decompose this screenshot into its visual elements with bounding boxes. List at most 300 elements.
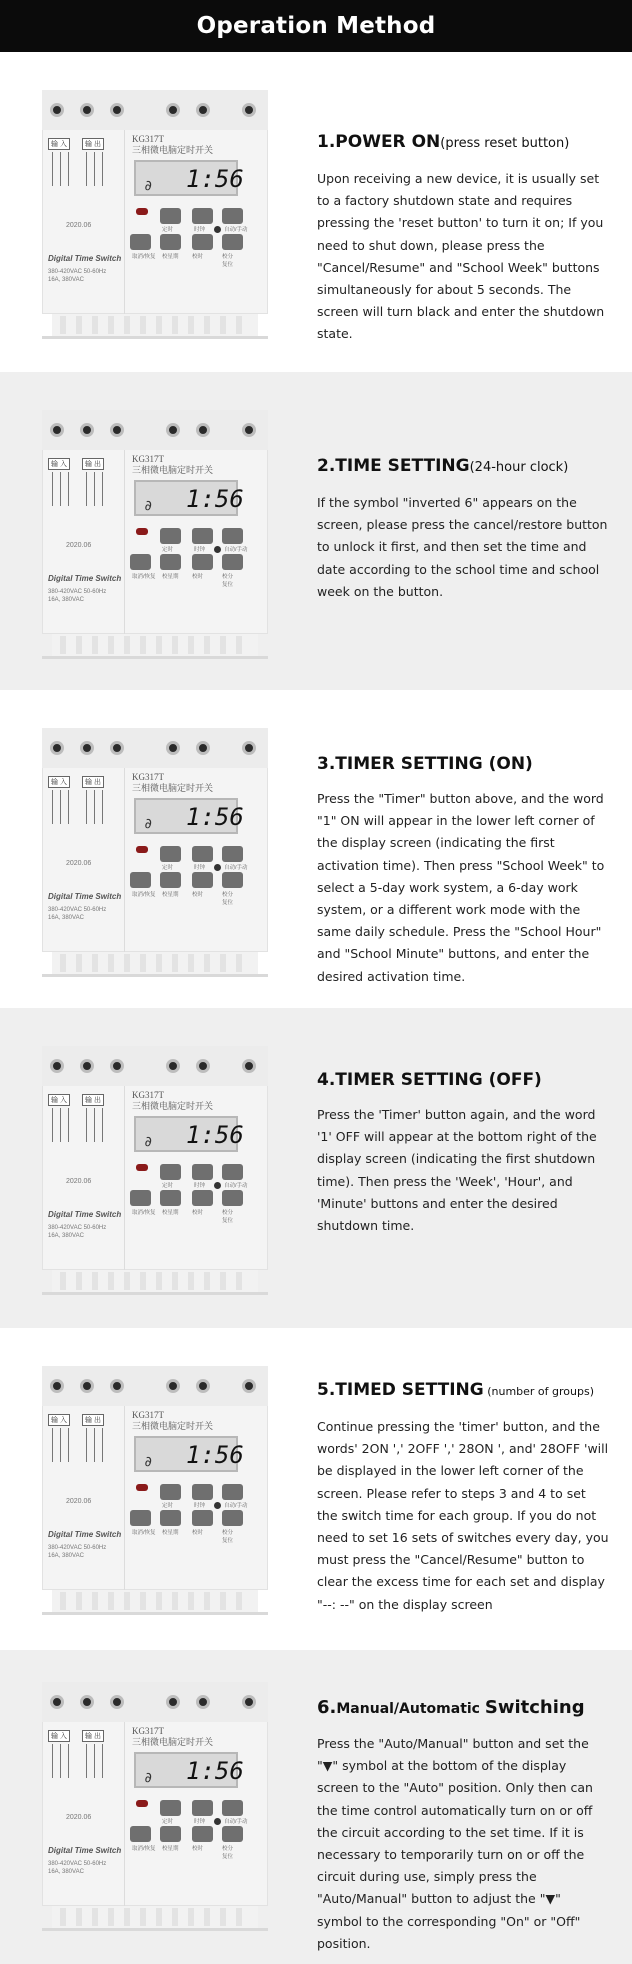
- terminal-screw-icon: [50, 1379, 64, 1393]
- wiring-input-label: 输 入: [48, 1414, 70, 1426]
- device-button: [222, 1826, 243, 1842]
- wiring-line: [52, 1428, 53, 1462]
- mount-foot: [188, 1272, 194, 1290]
- device-model-name: 三相微电脑定时开关: [132, 465, 214, 475]
- section-body: Press the "Auto/Manual" button and set the "▼" symbol at the bottom of the display screen to the "Auto" position. Only then can the time control automatically turn on or off the circuit according to the set time. If it is necessary to temporarily turn on or off the circuit during use, simply press the "Auto/Manual" button to adjust the "▼" symbol to the corresponding "On" or "Off" position.: [317, 1736, 593, 1951]
- device-date: 2020.06: [66, 1178, 92, 1185]
- mount-foot: [220, 954, 226, 972]
- device-button-caption: 自动/手动: [224, 1183, 248, 1189]
- device-date: 2020.06: [66, 860, 92, 867]
- device-button-caption: 时钟: [194, 865, 206, 871]
- device-button-caption: 校时: [192, 1210, 204, 1216]
- wiring-line: [86, 1108, 87, 1142]
- lcd-indicator: ∂: [144, 1770, 153, 1786]
- device-spec-line: 16A, 380VAC: [48, 1233, 84, 1239]
- timer-switch-image: [42, 90, 268, 340]
- section-body: Press the "Timer" button above, and the word "1" ON will appear in the lower left corner of the display screen (indicating the first activation time). Then press "School Week" to select a 5-day work system, a 6-day work system, or a different work mode with the same daily schedule. Press the "School Hour" and "School Minute" buttons, and enter the desired activation time.: [317, 791, 605, 984]
- wiring-line: [68, 1108, 69, 1142]
- device-button: [192, 234, 213, 250]
- device-button-caption: 校星期: [162, 1530, 179, 1536]
- wiring-diagram: [48, 1094, 110, 1152]
- device-button-caption: 校分: [222, 1846, 234, 1852]
- mount-foot: [204, 636, 210, 654]
- lcd-display: [134, 160, 244, 196]
- status-led: [136, 1164, 148, 1171]
- mount-foot: [60, 1592, 66, 1610]
- instruction-text: [317, 1068, 609, 1237]
- wiring-line: [102, 790, 103, 824]
- mount-foot: [60, 954, 66, 972]
- wiring-line: [60, 1428, 61, 1462]
- mount-foot: [76, 636, 82, 654]
- mount-foot: [204, 954, 210, 972]
- device-button-caption: 校分: [222, 1530, 234, 1536]
- terminal-screw-icon: [242, 423, 256, 437]
- device-button: [160, 846, 181, 862]
- lcd-display: [134, 1116, 244, 1152]
- lcd-indicator: ∂: [144, 1454, 153, 1470]
- device-brand: Digital Time Switch: [48, 1846, 122, 1855]
- device-model-label: [132, 1090, 213, 1112]
- lcd-time: 1:56: [186, 803, 244, 831]
- wiring-line: [102, 1108, 103, 1142]
- device-spec: [48, 1544, 106, 1560]
- device-button: [192, 1800, 213, 1816]
- reset-hole-icon: [214, 1182, 221, 1189]
- device-divider: [124, 1086, 125, 1270]
- device-button-caption: 校分: [222, 574, 234, 580]
- device-button: [130, 234, 151, 250]
- device-button: [192, 208, 213, 224]
- terminal-screw-icon: [196, 103, 210, 117]
- device-button-caption: 定时: [162, 1183, 174, 1189]
- mount-foot: [220, 1908, 226, 1926]
- wiring-line: [68, 1744, 69, 1778]
- wiring-line: [94, 1744, 95, 1778]
- device-button: [130, 1510, 151, 1526]
- mount-foot: [124, 316, 130, 334]
- mount-foot: [140, 1908, 146, 1926]
- mount-foot: [92, 1592, 98, 1610]
- section-subtitle: (number of groups): [483, 1385, 595, 1398]
- wiring-output-label: 输 出: [82, 1414, 104, 1426]
- device-button-caption: 取消/恢复: [132, 574, 156, 580]
- page-title: Operation Method: [196, 13, 436, 39]
- device-button-caption: 校时: [192, 1846, 204, 1852]
- mount-foot: [140, 316, 146, 334]
- section-title-text: Manual/Automatic: [336, 1701, 485, 1717]
- mount-foot: [172, 636, 178, 654]
- wiring-line: [94, 1428, 95, 1462]
- mount-foot: [236, 1592, 242, 1610]
- device-button-caption: 自动/手动: [224, 865, 248, 871]
- lcd-time: 1:56: [186, 165, 244, 193]
- wiring-line: [60, 1744, 61, 1778]
- mount-foot: [140, 636, 146, 654]
- wiring-output-label: 输 出: [82, 458, 104, 470]
- device-terminal-strip: [42, 410, 268, 450]
- mount-foot: [156, 954, 162, 972]
- section-subtitle: (press reset button): [440, 136, 570, 151]
- mount-foot: [188, 636, 194, 654]
- wiring-line: [102, 472, 103, 506]
- device-divider: [124, 130, 125, 314]
- device-model-code: KG317T: [132, 454, 164, 464]
- mount-foot: [92, 1272, 98, 1290]
- mount-foot: [140, 1592, 146, 1610]
- terminal-screw-icon: [196, 741, 210, 755]
- device-spec-line: 16A, 380VAC: [48, 277, 84, 283]
- device-terminal-strip: [42, 1366, 268, 1406]
- section-subtitle: (24-hour clock): [469, 460, 569, 475]
- terminal-screw-icon: [196, 1695, 210, 1709]
- mount-foot: [124, 1272, 130, 1290]
- mount-foot: [60, 1908, 66, 1926]
- mount-foot: [60, 316, 66, 334]
- terminal-screw-icon: [50, 741, 64, 755]
- device-button: [192, 528, 213, 544]
- wiring-line: [94, 790, 95, 824]
- status-led: [136, 1484, 148, 1491]
- device-brand: Digital Time Switch: [48, 1530, 122, 1539]
- device-button: [160, 208, 181, 224]
- mount-foot: [76, 954, 82, 972]
- device-spec-line: 380-420VAC 50-60Hz: [48, 1861, 107, 1867]
- section-body: If the symbol "inverted 6" appears on the screen, please press the cancel/restore button to unlock it first, and then set the time and date according to the school time and school week on the button.: [317, 495, 608, 599]
- terminal-screw-icon: [80, 103, 94, 117]
- wiring-output-label: 输 出: [82, 1094, 104, 1106]
- instruction-text: [317, 1696, 609, 1955]
- device-terminal-strip: [42, 1682, 268, 1722]
- device-model-code: KG317T: [132, 1726, 164, 1736]
- device-button: [130, 1190, 151, 1206]
- wiring-line: [52, 790, 53, 824]
- wiring-output-label: 输 出: [82, 1730, 104, 1742]
- device-spec-line: 16A, 380VAC: [48, 915, 84, 921]
- wiring-diagram: [48, 776, 110, 834]
- lcd-time: 1:56: [186, 1441, 244, 1469]
- mount-foot: [92, 954, 98, 972]
- wiring-line: [60, 1108, 61, 1142]
- instruction-text: [317, 130, 609, 346]
- device-button-caption: 校分: [222, 1210, 234, 1216]
- device-button-caption: 定时: [162, 1503, 174, 1509]
- device-button-caption: 定时: [162, 547, 174, 553]
- device-spec-line: 380-420VAC 50-60Hz: [48, 269, 107, 275]
- device-button-caption: 校时: [192, 254, 204, 260]
- terminal-screw-icon: [166, 1379, 180, 1393]
- reset-hole-icon: [214, 1818, 221, 1825]
- device-button-caption: 复位: [222, 1854, 234, 1860]
- device-model-label: [132, 454, 213, 476]
- terminal-screw-icon: [80, 423, 94, 437]
- device-spec-line: 380-420VAC 50-60Hz: [48, 1545, 107, 1551]
- device-button: [222, 1190, 243, 1206]
- wiring-line: [52, 1744, 53, 1778]
- reset-hole-icon: [214, 226, 221, 233]
- terminal-screw-icon: [80, 1379, 94, 1393]
- instruction-section: [0, 1650, 632, 1964]
- lcd-display: [134, 1752, 244, 1788]
- device-button-caption: 时钟: [194, 1503, 206, 1509]
- wiring-line: [86, 1428, 87, 1462]
- device-brand: Digital Time Switch: [48, 254, 122, 263]
- wiring-input-label: 输 入: [48, 1094, 70, 1106]
- lcd-time: 1:56: [186, 1121, 244, 1149]
- mount-foot: [108, 636, 114, 654]
- device-button: [160, 234, 181, 250]
- device-button-caption: 校分: [222, 254, 234, 260]
- lcd-indicator: ∂: [144, 816, 153, 832]
- timer-switch-image: [42, 410, 268, 660]
- mount-foot: [220, 636, 226, 654]
- terminal-screw-icon: [110, 1059, 124, 1073]
- mount-foot: [204, 1592, 210, 1610]
- device-spec: [48, 268, 106, 284]
- mount-foot: [172, 954, 178, 972]
- wiring-diagram: [48, 1414, 110, 1472]
- section-title-text: 2.TIME SETTING: [317, 456, 470, 476]
- device-button: [160, 554, 181, 570]
- mount-foot: [236, 1272, 242, 1290]
- terminal-screw-icon: [196, 1059, 210, 1073]
- wiring-line: [68, 152, 69, 186]
- device-button: [160, 1826, 181, 1842]
- lcd-display: [134, 798, 244, 834]
- device-date: 2020.06: [66, 1814, 92, 1821]
- terminal-screw-icon: [110, 423, 124, 437]
- device-terminal-strip: [42, 90, 268, 130]
- section-title: [317, 130, 609, 156]
- mount-foot: [92, 1908, 98, 1926]
- instruction-text: [317, 454, 609, 603]
- device-model-code: KG317T: [132, 1410, 164, 1420]
- device-model-name: 三相微电脑定时开关: [132, 145, 214, 155]
- device-button: [192, 1826, 213, 1842]
- device-button-caption: 自动/手动: [224, 1503, 248, 1509]
- sections-container: [0, 52, 632, 1964]
- device-divider: [124, 1722, 125, 1906]
- section-title: [317, 1378, 609, 1404]
- device-mount-feet: [52, 314, 258, 336]
- device-brand: Digital Time Switch: [48, 574, 122, 583]
- device-brand: Digital Time Switch: [48, 892, 122, 901]
- section-title: [317, 454, 609, 480]
- terminal-screw-icon: [196, 423, 210, 437]
- device-button-caption: 取消/恢复: [132, 254, 156, 260]
- mount-foot: [236, 636, 242, 654]
- device-model-name: 三相微电脑定时开关: [132, 1737, 214, 1747]
- reset-hole-icon: [214, 1502, 221, 1509]
- device-button: [192, 1164, 213, 1180]
- wiring-line: [86, 152, 87, 186]
- device-button-caption: 时钟: [194, 547, 206, 553]
- mount-foot: [108, 1908, 114, 1926]
- device-button-caption: 时钟: [194, 1819, 206, 1825]
- device-spec-line: 16A, 380VAC: [48, 1869, 84, 1875]
- device-mount-feet: [52, 1906, 258, 1928]
- instruction-section: [0, 690, 632, 1008]
- terminal-screw-icon: [50, 103, 64, 117]
- device-button: [160, 872, 181, 888]
- mount-foot: [236, 1908, 242, 1926]
- wiring-input-label: 输 入: [48, 1730, 70, 1742]
- mount-foot: [76, 316, 82, 334]
- mount-foot: [140, 1272, 146, 1290]
- wiring-line: [68, 472, 69, 506]
- terminal-screw-icon: [242, 741, 256, 755]
- lcd-indicator: ∂: [144, 178, 153, 194]
- device-button-caption: 时钟: [194, 1183, 206, 1189]
- wiring-line: [60, 472, 61, 506]
- device-button-caption: 复位: [222, 582, 234, 588]
- device-button: [160, 1164, 181, 1180]
- section-body: Press the 'Timer' button again, and the word '1' OFF will appear at the bottom right of the display screen (indicating the first shutdown time). Then press the 'Week', 'Hour', and 'Minute' buttons and enter the desired shutdown time.: [317, 1107, 597, 1234]
- device-button: [222, 1800, 243, 1816]
- mount-foot: [188, 316, 194, 334]
- device-spec: [48, 1860, 106, 1876]
- wiring-line: [86, 1744, 87, 1778]
- wiring-line: [86, 790, 87, 824]
- device-button: [192, 872, 213, 888]
- device-spec: [48, 588, 106, 604]
- terminal-screw-icon: [50, 1059, 64, 1073]
- timer-switch-image: [42, 1682, 268, 1932]
- device-button: [222, 846, 243, 862]
- section-title-text: Switching: [484, 1697, 585, 1718]
- mount-foot: [60, 1272, 66, 1290]
- wiring-line: [94, 472, 95, 506]
- terminal-screw-icon: [110, 103, 124, 117]
- terminal-screw-icon: [242, 1379, 256, 1393]
- device-button-caption: 校星期: [162, 254, 179, 260]
- status-led: [136, 208, 148, 215]
- device-button-caption: 复位: [222, 1218, 234, 1224]
- device-model-label: [132, 772, 213, 794]
- device-mount-feet: [52, 1590, 258, 1612]
- device-button: [222, 872, 243, 888]
- device-model-name: 三相微电脑定时开关: [132, 1101, 214, 1111]
- reset-hole-icon: [214, 864, 221, 871]
- reset-hole-icon: [214, 546, 221, 553]
- terminal-screw-icon: [110, 741, 124, 755]
- device-button-caption: 自动/手动: [224, 547, 248, 553]
- device-button-caption: 取消/恢复: [132, 1846, 156, 1852]
- mount-foot: [108, 1592, 114, 1610]
- device-button-caption: 自动/手动: [224, 227, 248, 233]
- lcd-time: 1:56: [186, 485, 244, 513]
- mount-foot: [92, 316, 98, 334]
- wiring-line: [52, 1108, 53, 1142]
- device-model-label: [132, 1410, 213, 1432]
- section-title-text: 4.TIMER SETTING (OFF): [317, 1070, 542, 1090]
- wiring-line: [52, 472, 53, 506]
- device-button-caption: 校时: [192, 1530, 204, 1536]
- device-model-code: KG317T: [132, 1090, 164, 1100]
- device-terminal-strip: [42, 1046, 268, 1086]
- instruction-section: [0, 52, 632, 372]
- device-button: [222, 1484, 243, 1500]
- page-header: [0, 0, 632, 52]
- terminal-screw-icon: [166, 103, 180, 117]
- device-spec: [48, 906, 106, 922]
- device-button: [160, 1800, 181, 1816]
- wiring-diagram: [48, 1730, 110, 1788]
- device-button-caption: 校星期: [162, 574, 179, 580]
- device-button: [160, 1510, 181, 1526]
- section-title-number: 6.: [317, 1697, 337, 1718]
- mount-foot: [76, 1908, 82, 1926]
- section-title: [317, 1696, 609, 1721]
- mount-foot: [204, 316, 210, 334]
- terminal-screw-icon: [166, 423, 180, 437]
- mount-foot: [204, 1908, 210, 1926]
- wiring-line: [86, 472, 87, 506]
- lcd-display: [134, 480, 244, 516]
- device-button: [222, 1164, 243, 1180]
- wiring-line: [102, 1428, 103, 1462]
- wiring-line: [102, 1744, 103, 1778]
- mount-foot: [188, 954, 194, 972]
- device-button-caption: 时钟: [194, 227, 206, 233]
- device-divider: [124, 450, 125, 634]
- mount-foot: [172, 1592, 178, 1610]
- timer-switch-image: [42, 728, 268, 978]
- wiring-line: [60, 790, 61, 824]
- device-spec-line: 16A, 380VAC: [48, 597, 84, 603]
- device-button-caption: 取消/恢复: [132, 892, 156, 898]
- device-spec-line: 380-420VAC 50-60Hz: [48, 907, 107, 913]
- device-button-caption: 复位: [222, 262, 234, 268]
- device-button-caption: 复位: [222, 900, 234, 906]
- status-led: [136, 1800, 148, 1807]
- mount-foot: [108, 954, 114, 972]
- wiring-input-label: 输 入: [48, 458, 70, 470]
- device-date: 2020.06: [66, 542, 92, 549]
- mount-foot: [76, 1592, 82, 1610]
- status-led: [136, 846, 148, 853]
- device-model-code: KG317T: [132, 134, 164, 144]
- device-model-label: [132, 134, 213, 156]
- device-button-caption: 定时: [162, 865, 174, 871]
- mount-foot: [172, 1908, 178, 1926]
- device-date: 2020.06: [66, 222, 92, 229]
- section-title-text: 5.TIMED SETTING: [317, 1380, 484, 1400]
- device-button: [130, 554, 151, 570]
- instruction-section: [0, 1328, 632, 1650]
- device-base: [42, 1928, 268, 1931]
- device-base: [42, 1292, 268, 1295]
- timer-switch-image: [42, 1366, 268, 1616]
- device-base: [42, 1612, 268, 1615]
- device-spec-line: 380-420VAC 50-60Hz: [48, 1225, 107, 1231]
- mount-foot: [108, 1272, 114, 1290]
- mount-foot: [92, 636, 98, 654]
- device-button: [160, 1484, 181, 1500]
- device-date: 2020.06: [66, 1498, 92, 1505]
- wiring-diagram: [48, 138, 110, 196]
- device-button: [222, 234, 243, 250]
- wiring-line: [94, 152, 95, 186]
- wiring-line: [68, 1428, 69, 1462]
- mount-foot: [108, 316, 114, 334]
- mount-foot: [124, 636, 130, 654]
- instruction-text: [317, 752, 609, 988]
- terminal-screw-icon: [50, 1695, 64, 1709]
- device-button: [192, 1484, 213, 1500]
- timer-switch-image: [42, 1046, 268, 1296]
- device-button-caption: 校时: [192, 574, 204, 580]
